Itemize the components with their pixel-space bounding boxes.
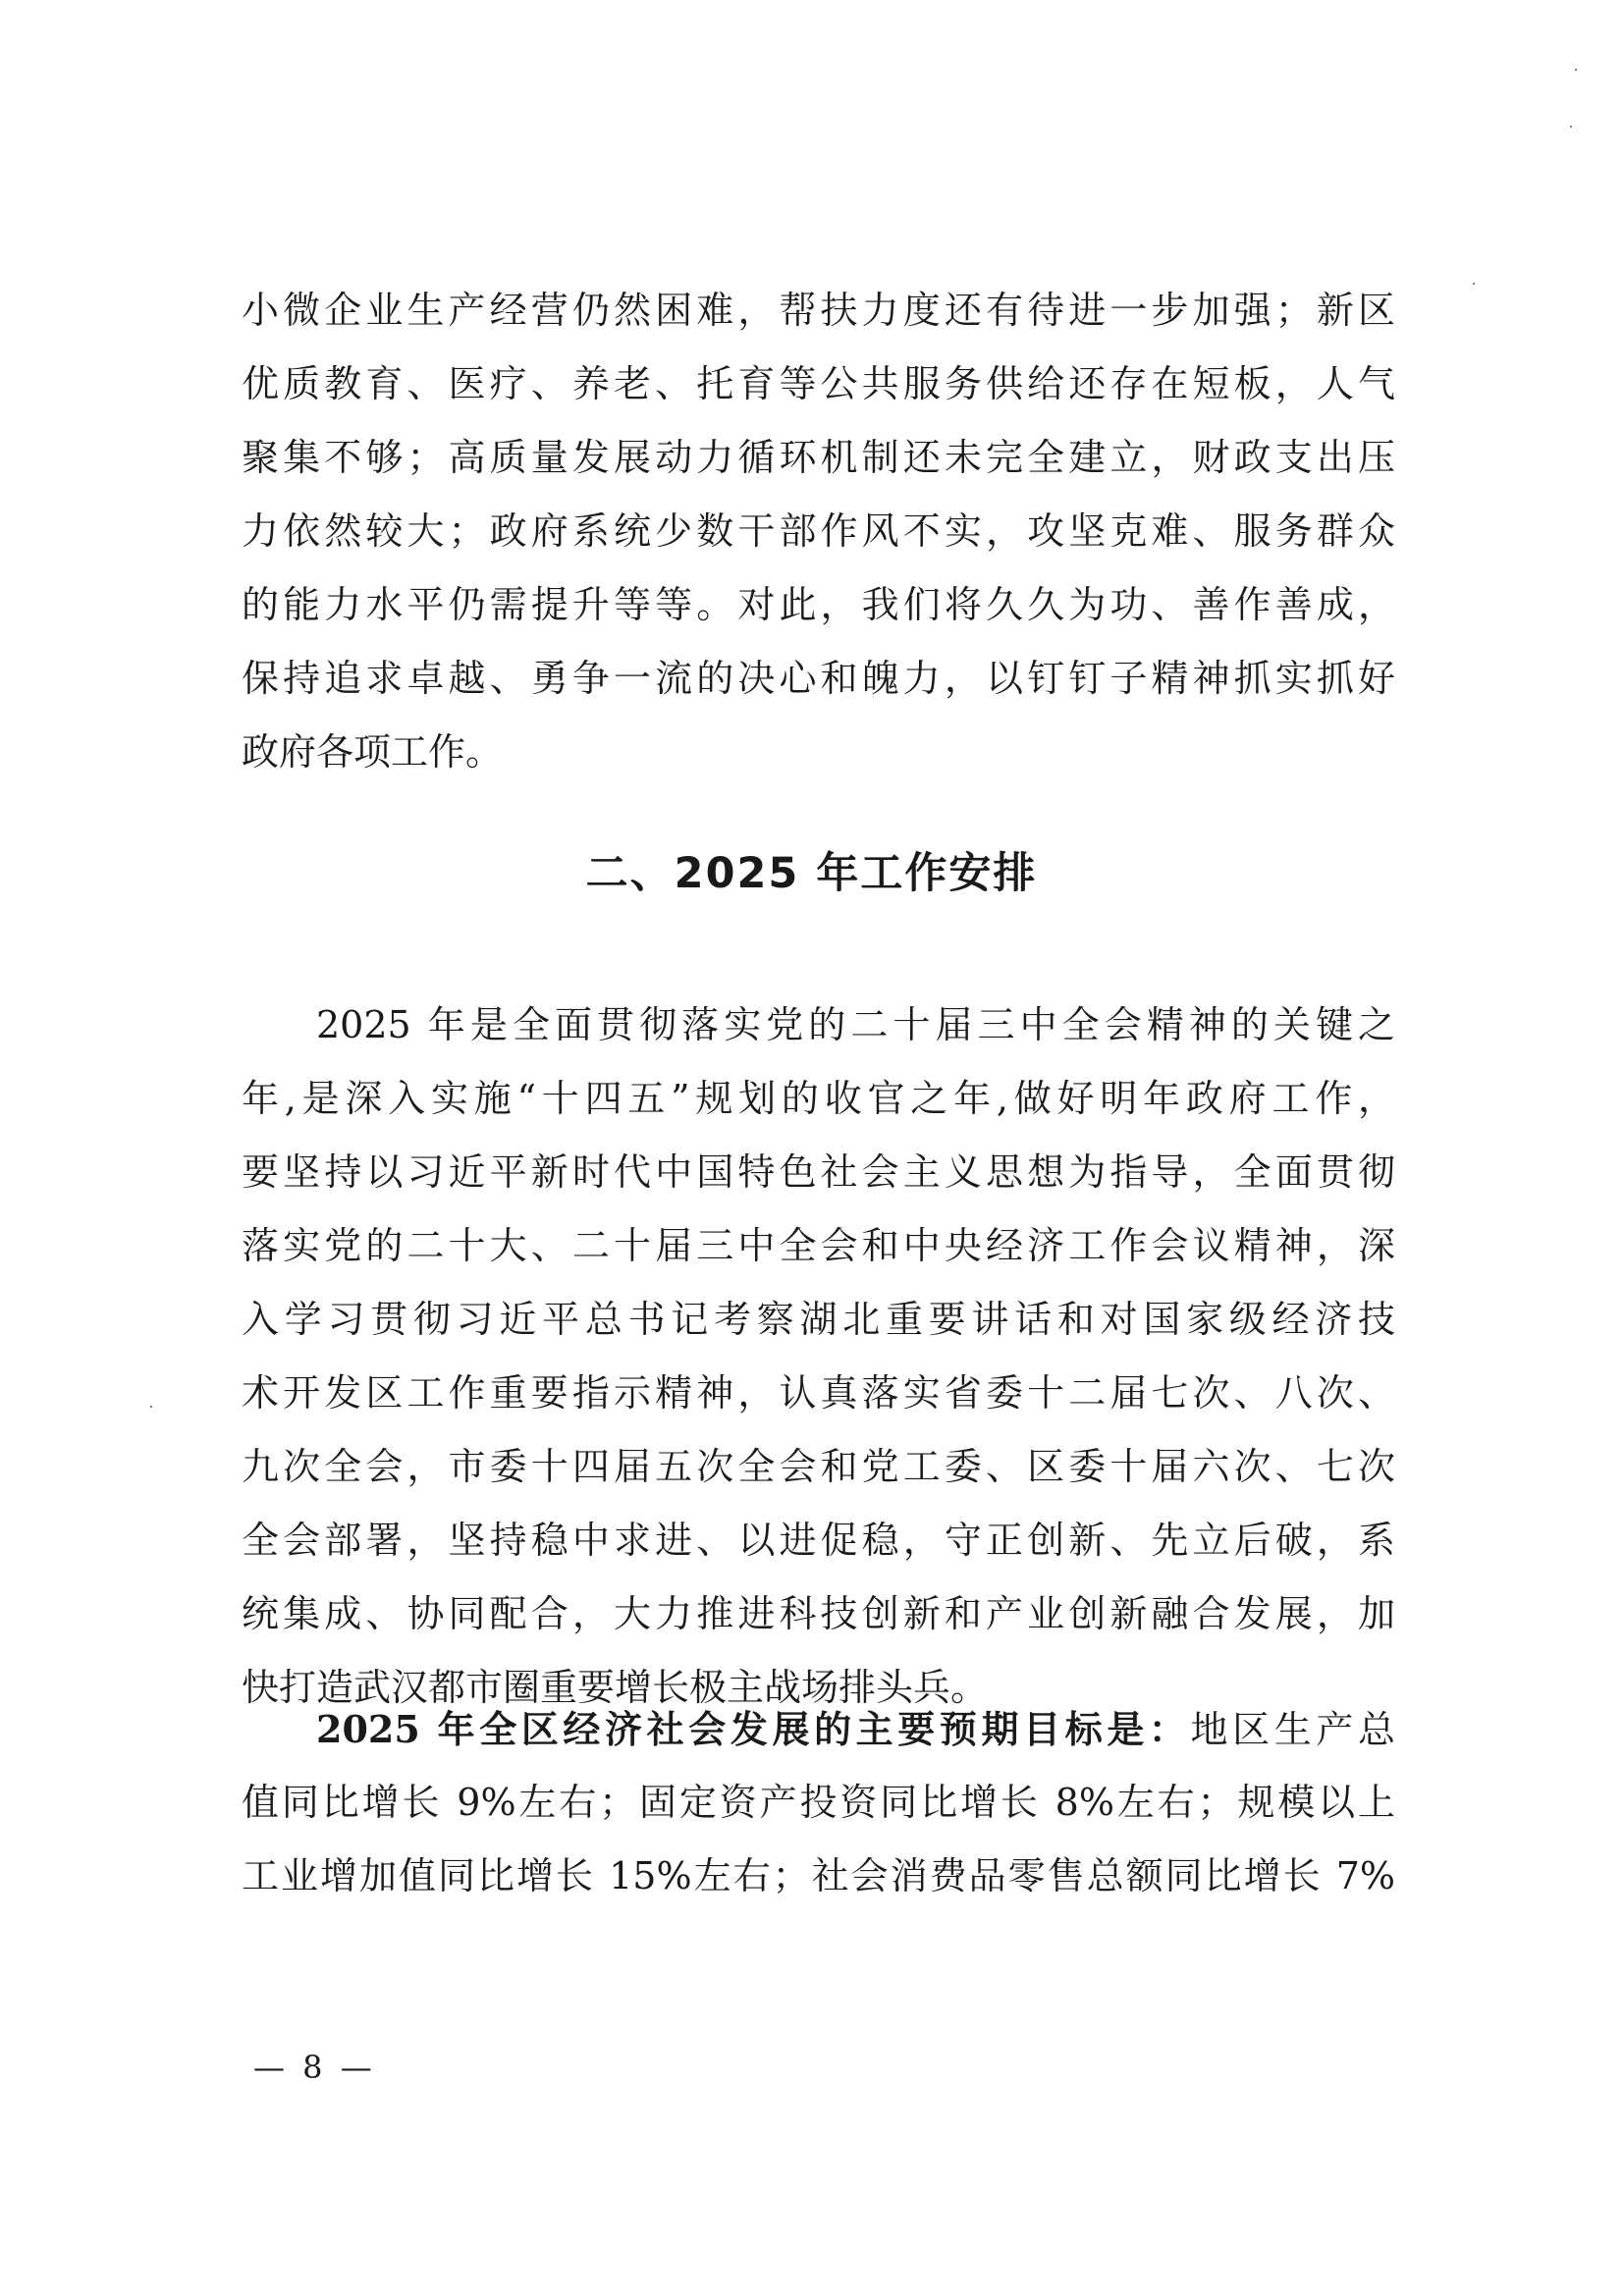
text-line xyxy=(242,1692,1395,1766)
text-line: 聚集不够；高质量发展动力循环机制还未完全建立，财政支出压 xyxy=(242,436,1395,479)
scan-speck xyxy=(1575,69,1577,71)
text-line: 术开发区工作重要指示精神，认真落实省委十二届七次、八次、 xyxy=(242,1371,1395,1415)
page-number: — 8 — xyxy=(253,2049,376,2086)
targets-lead: 2025 年全区经济社会发展的主要预期目标是： xyxy=(316,1707,1191,1751)
text-line: 入学习贯彻习近平总书记考察湖北重要讲话和对国家级经济技 xyxy=(242,1298,1395,1341)
text-line: 统集成、协同配合，大力推进科技创新和产业创新融合发展，加 xyxy=(242,1592,1395,1635)
text-line: 2025 年是全面贯彻落实党的二十届三中全会精神的关键之 xyxy=(316,1003,1395,1046)
text-line: 落实党的二十大、二十届三中全会和中央经济工作会议精神，深 xyxy=(242,1224,1395,1267)
paragraph-continuation xyxy=(242,274,1395,789)
text-line: 优质教育、医疗、养老、托育等公共服务供给还存在短板，人气 xyxy=(242,362,1395,405)
text-line: 要坚持以习近平新时代中国特色社会主义思想为指导，全面贯彻 xyxy=(242,1150,1395,1194)
scan-speck xyxy=(1473,283,1475,285)
text-line: 保持追求卓越、勇争一流的决心和魄力，以钉钉子精神抓实抓好 xyxy=(242,657,1395,700)
text-line: 快打造武汉都市圈重要增长极主战场排头兵。 xyxy=(242,1666,989,1709)
text-line: 的能力水平仍需提升等等。对此，我们将久久为功、善作善成， xyxy=(242,583,1395,626)
text-line: 值同比增长 9%左右；固定资产投资同比增长 8%左右；规模以上 xyxy=(242,1781,1395,1824)
scan-speck xyxy=(1570,126,1572,128)
paragraph-work-plan xyxy=(242,988,1395,1725)
text-line: 工业增加值同比增长 15%左右；社会消费品零售总额同比增长 7% xyxy=(242,1854,1395,1897)
text-line: 政府各项工作。 xyxy=(242,730,504,774)
scan-speck xyxy=(150,1406,152,1408)
text-line: 全会部署，坚持稳中求进、以进促稳，守正创新、先立后破，系 xyxy=(242,1519,1395,1562)
targets-lead-rest: 地区生产总 xyxy=(1190,1708,1395,1751)
text-line: 力依然较大；政府系统少数干部作风不实，攻坚克难、服务群众 xyxy=(242,509,1395,553)
text-line: 小微企业生产经营仍然困难，帮扶力度还有待进一步加强；新区 xyxy=(242,289,1395,332)
section-heading: 二、2025 年工作安排 xyxy=(585,849,1038,898)
paragraph-targets xyxy=(242,1692,1395,1913)
text-line: 九次全会，市委十四届五次全会和党工委、区委十届六次、七次 xyxy=(242,1445,1395,1488)
text-line: 年,是深入实施“十四五”规划的收官之年,做好明年政府工作， xyxy=(242,1077,1395,1120)
